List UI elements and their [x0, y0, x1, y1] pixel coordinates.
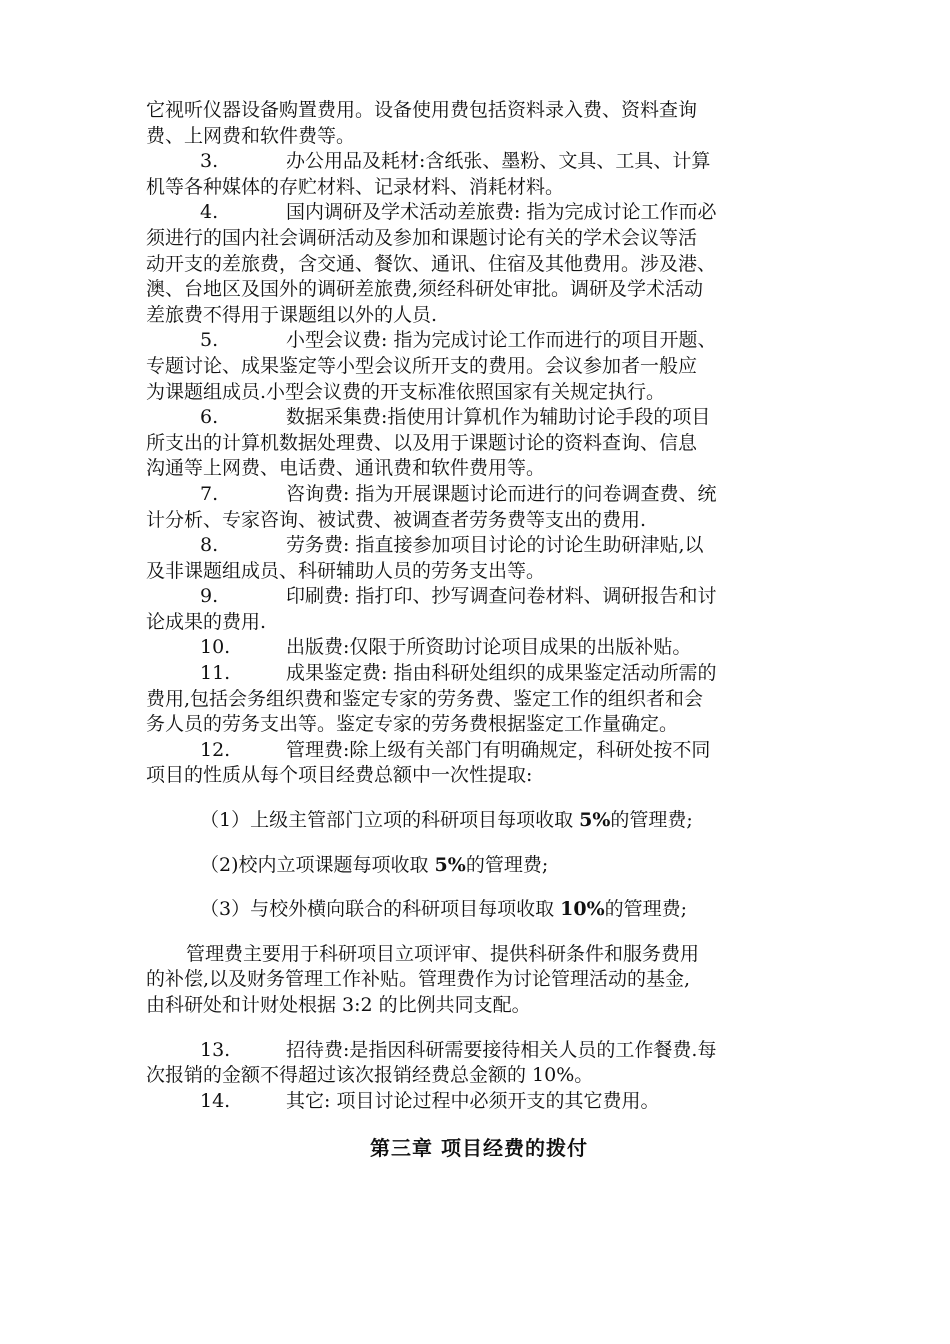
chapter-heading: 第三章 项目经费的拨付	[370, 1136, 588, 1161]
item-text: 小型会议费: 指为完成讨论工作而进行的项目开题、	[286, 329, 717, 352]
item-text: 办公用品及耗材:含纸张、墨粉、文具、工具、计算	[286, 150, 711, 173]
management-fee-paragraph: 管理费主要用于科研项目立项评审、提供科研条件和服务费用 的补偿,以及财务管理工作补贴。管理费作为讨论管理活动的基金, 由科研处和计财处根据 3:2 的比例共同支配。	[146, 942, 700, 1016]
expense-item	[146, 584, 812, 635]
fee-rate-item: （3）与校外横向联合的科研项目每项收取 10%的管理费;	[200, 898, 688, 921]
fee-rate-value: 5%	[579, 809, 611, 832]
fee-rate-value: 5%	[434, 853, 466, 876]
item-text-continuation: 须进行的国内社会调研活动及参加和课题讨论有关的学术会议等活	[146, 226, 698, 249]
expense-item	[146, 738, 812, 789]
item-text: 其它: 项目讨论过程中必须开支的其它费用。	[286, 1089, 660, 1112]
item-number: 6.	[200, 406, 219, 429]
item-text-continuation: 机等各种媒体的存贮材料、记录材料、消耗材料。	[146, 175, 565, 198]
item-text: 管理费:除上级有关部门有明确规定，科研处按不同	[286, 738, 711, 761]
item-number: 10.	[200, 636, 231, 659]
fee-rate-item: （2)校内立项课题每项收取 5%的管理费;	[200, 853, 549, 876]
expense-item	[146, 1089, 812, 1115]
item-text-continuation: 差旅费不得用于课题组以外的人员.	[146, 303, 438, 326]
expense-item	[146, 482, 812, 533]
expense-item	[146, 200, 812, 328]
item-text-continuation: 务人员的劳务支出等。鉴定专家的劳务费根据鉴定工作量确定。	[146, 713, 679, 736]
item-text: 劳务费: 指直接参加项目讨论的讨论生助研津贴,以	[286, 534, 704, 557]
expense-item	[146, 405, 812, 482]
item-text-continuation: 沟通等上网费、电话费、通讯费和软件费用等。	[146, 457, 546, 480]
item-number: 9.	[200, 585, 219, 608]
item-text-continuation: 及非课题组成员、科研辅助人员的劳务支出等。	[146, 559, 546, 582]
item-text-continuation: 澳、台地区及国外的调研差旅费,须经科研处审批。调研及学术活动	[146, 278, 704, 301]
fee-rate-item: （1）上级主管部门立项的科研项目每项收取 5%的管理费;	[200, 809, 693, 832]
expense-item	[146, 1038, 812, 1089]
item-text-continuation: 专题讨论、成果鉴定等小型会议所开支的费用。会议参加者一般应	[146, 354, 698, 377]
expense-item	[146, 635, 812, 661]
item-number: 12.	[200, 738, 231, 761]
item-number: 11.	[200, 662, 231, 685]
item-number: 4.	[200, 201, 219, 224]
item-text: 咨询费: 指为开展课题讨论而进行的问卷调查费、统	[286, 482, 717, 505]
item-text-continuation: 动开支的差旅费，含交通、餐饮、通讯、住宿及其他费用。涉及港、	[146, 252, 717, 275]
fee-rate-value: 10%	[560, 898, 605, 921]
item-text-continuation: 费用,包括会务组织费和鉴定专家的劳务费、鉴定工作的组织者和会	[146, 687, 704, 710]
item-text: 成果鉴定费: 指由科研处组织的成果鉴定活动所需的	[286, 662, 717, 685]
item-text-continuation: 所支出的计算机数据处理费、以及用于课题讨论的资料查询、信息	[146, 431, 698, 454]
intro-line: 它视听仪器设备购置费用。设备使用费包括资料录入费、资料查询	[146, 99, 698, 121]
item-text-continuation: 次报销的金额不得超过该次报销经费总金额的 10%。	[146, 1064, 594, 1087]
item-text: 数据采集费:指使用计算机作为辅助讨论手段的项目	[286, 406, 711, 429]
expense-item	[146, 533, 812, 584]
expense-items-list-continued	[146, 1038, 812, 1115]
document-page	[146, 98, 812, 1162]
intro-paragraph	[146, 98, 812, 149]
item-text-continuation: 项目的性质从每个项目经费总额中一次性提取:	[146, 764, 533, 787]
expense-items-list	[146, 149, 812, 789]
expense-item	[146, 661, 812, 738]
item-number: 5.	[200, 329, 219, 352]
item-number: 8.	[200, 534, 219, 557]
intro-line: 费、上网费和软件费等。	[146, 124, 356, 147]
item-text-continuation: 论成果的费用.	[146, 610, 267, 633]
item-text: 国内调研及学术活动差旅费: 指为完成讨论工作而必	[286, 201, 717, 224]
item-text: 出版费:仅限于所资助讨论项目成果的出版补贴。	[286, 636, 692, 659]
item-text-continuation: 为课题组成员.小型会议费的开支标准依照国家有关规定执行。	[146, 380, 666, 403]
item-text-continuation: 计分析、专家咨询、被试费、被调查者劳务费等支出的费用.	[146, 508, 647, 531]
expense-item	[146, 328, 812, 405]
item-number: 7.	[200, 482, 219, 505]
item-text: 招待费:是指因科研需要接待相关人员的工作餐费.每	[286, 1038, 717, 1061]
item-text: 印刷费: 指打印、抄写调查问卷材料、调研报告和讨	[286, 585, 717, 608]
item-number: 13.	[200, 1038, 231, 1061]
item-number: 3.	[200, 150, 219, 173]
item-number: 14.	[200, 1089, 231, 1112]
expense-item	[146, 149, 812, 200]
